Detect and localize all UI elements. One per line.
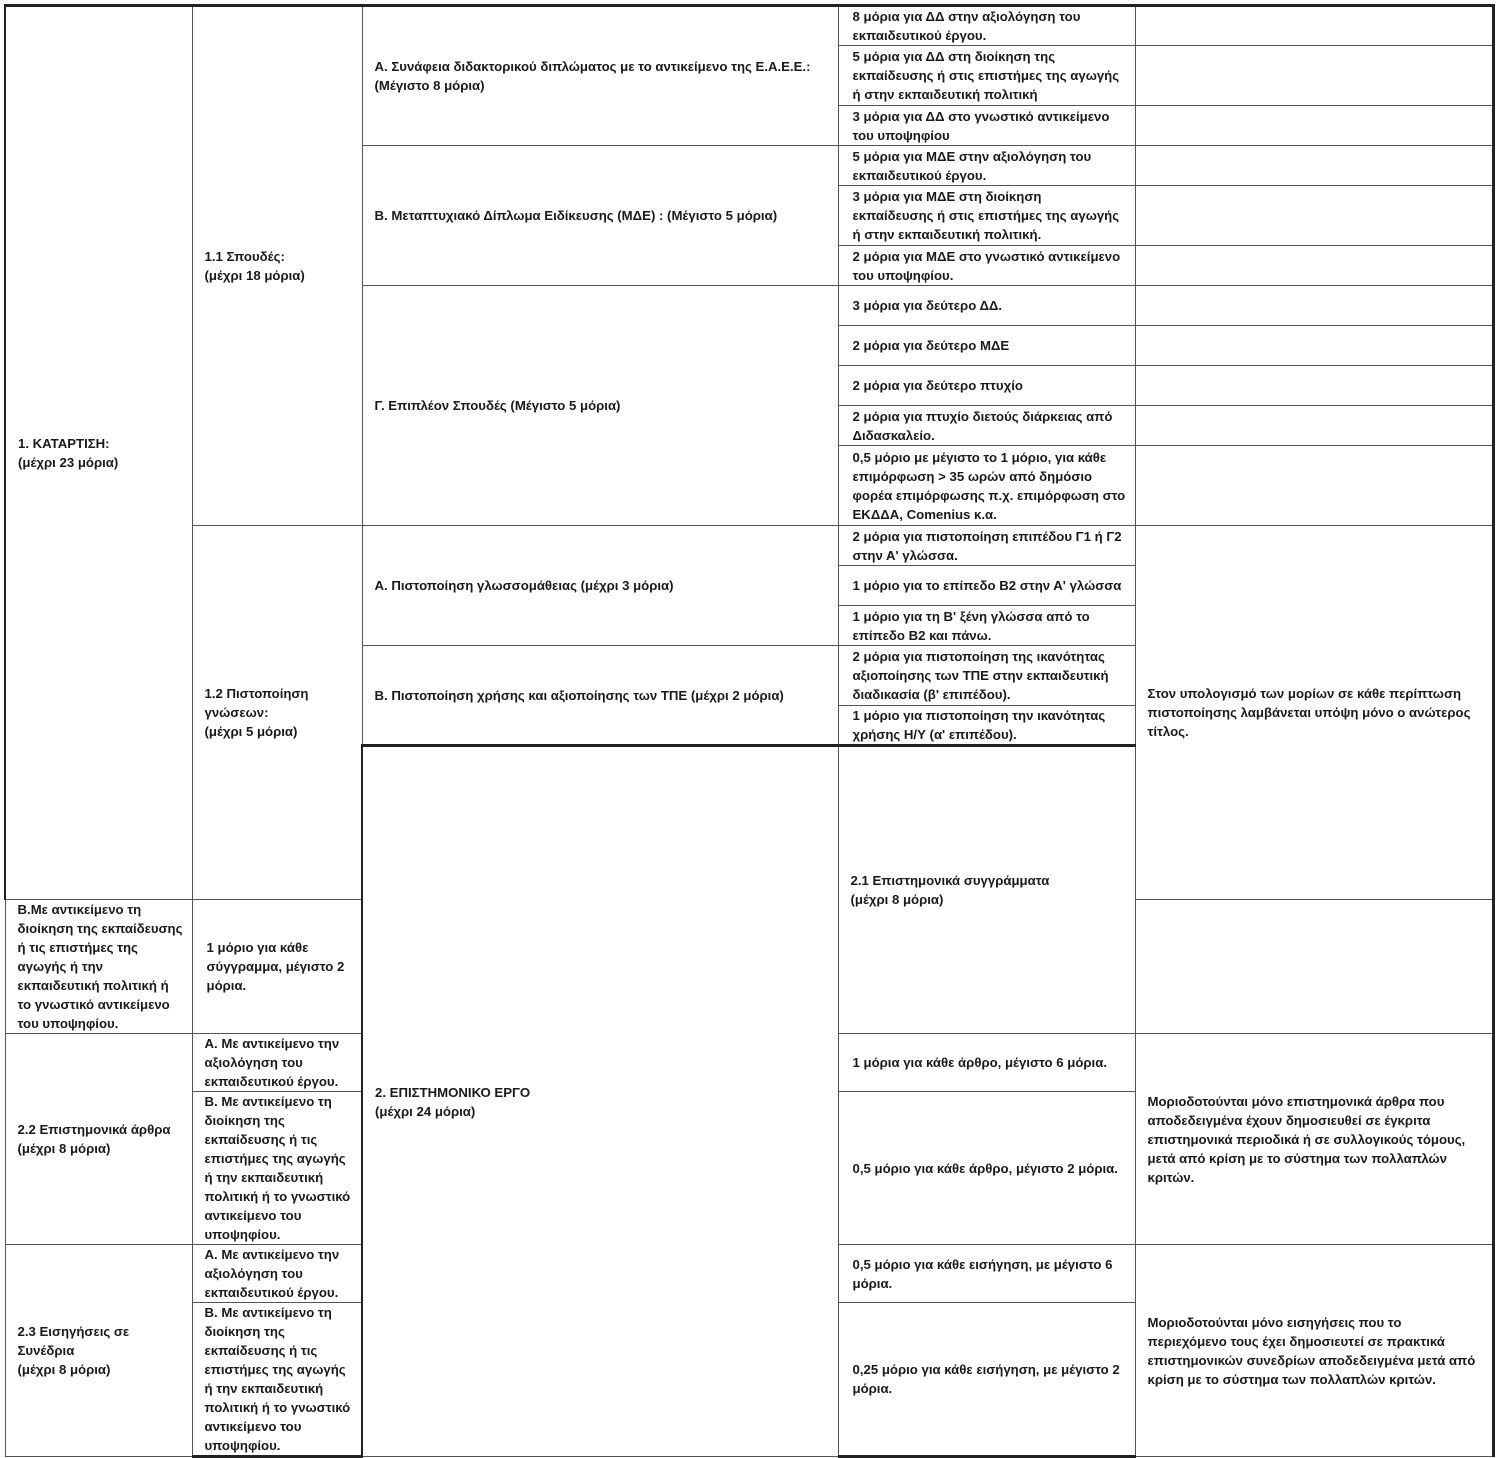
subsection-title: 2.1 Επιστημονικά συγγράμματα [850, 873, 1050, 888]
note-cell [1135, 446, 1493, 526]
note-cell [1135, 46, 1493, 106]
points-cell: 0,25 μόριο για κάθε εισήγηση, με μέγιστο 2 μόρια. [838, 1303, 1135, 1457]
points-cell: 5 μόρια για ΜΔΕ στην αξιολόγηση του εκπαιδευτικού έργου. [838, 146, 1135, 186]
criterion-label: Β. Με αντικείμενο τη διοίκηση της εκπαίδευσης ή τις επιστήμες της αγωγής ή την εκπαιδευτική πολιτική ή το γνωστικό αντικείμενο του υποψηφίου. [192, 1303, 362, 1457]
section-title: 1. ΚΑΤΑΡΤΙΣΗ: [18, 436, 110, 451]
subsection-max: (μέχρι 8 μόρια) [850, 892, 944, 907]
criterion-label: Α. Συνάφεια διδακτορικού διπλώματος με το αντικείμενο της Ε.Α.Ε.Ε.: (Μέγιστο 8 μόρια) [362, 6, 838, 146]
criterion-label: Α. Με αντικείμενο την αξιολόγηση του εκπαιδευτικού έργου. [192, 1245, 362, 1303]
note-cell [1135, 326, 1493, 366]
subsection-cell [5, 1034, 192, 1245]
criterion-label: Β.Με αντικείμενο τη διοίκηση της εκπαίδευσης ή τις επιστήμες της αγωγής ή την εκπαιδευτική πολιτική ή το γνωστικό αντικείμενο του υποψηφίου. [5, 900, 192, 1034]
note-cell [1135, 366, 1493, 406]
section-title: 2. ΕΠΙΣΤΗΜΟΝΙΚΟ ΕΡΓΟ [375, 1084, 531, 1100]
section-title-cell [5, 6, 192, 900]
points-cell: 2 μόρια για πιστοποίηση της ικανότητας αξιοποίησης των ΤΠΕ στην εκπαιδευτική διαδικασία (β' επιπέδου). [838, 646, 1135, 706]
note-cell [1135, 286, 1493, 326]
section-max: (μέχρι 23 μόρια) [18, 455, 119, 470]
points-cell: 5 μόρια για ΔΔ στη διοίκηση της εκπαίδευσης ή στις επιστήμες της αγωγής ή στην εκπαιδευτική πολιτική [838, 46, 1135, 106]
subsection-title: 1.2 Πιστοποίηση γνώσεων: [204, 686, 309, 720]
points-cell: 0,5 μόριο με μέγιστο το 1 μόριο, για κάθε επιμόρφωση > 35 ωρών από δημόσιο φορέα επιμόρφωσης π.χ. επιμόρφωση στο ΕΚΔΔΑ, Comenius κ.α. [838, 446, 1135, 526]
points-cell: 3 μόρια για δεύτερο ΔΔ. [838, 286, 1135, 326]
subsection-title: 2.2 Επιστημονικά άρθρα [17, 1122, 171, 1137]
points-cell: 2 μόρια για ΜΔΕ στο γνωστικό αντικείμενο του υποψηφίου. [838, 246, 1135, 286]
criterion-label: Β. Πιστοποίηση χρήσης και αξιοποίησης των ΤΠΕ (μέχρι 2 μόρια) [362, 646, 838, 746]
points-cell: 1 μόριο για πιστοποίηση την ικανότητας χρήσης Η/Υ (α' επιπέδου). [838, 706, 1135, 746]
points-cell: 2 μόρια για πτυχίο διετούς διάρκειας από Διδασκαλείο. [838, 406, 1135, 446]
points-cell: 1 μόριο για κάθε σύγγραμμα, μέγιστο 2 μόρια. [192, 900, 362, 1034]
points-cell: 1 μόριο για το επίπεδο Β2 στην Α' γλώσσα [838, 566, 1135, 606]
note-cell [1135, 406, 1493, 446]
subsection-max: (μέχρι 5 μόρια) [204, 724, 298, 739]
subsection-cell [5, 1245, 192, 1457]
note-cell: Στον υπολογισμό των μορίων σε κάθε περίπτωση πιστοποίησης λαμβάνεται υπόψη μόνο ο ανώτερος τίτλος. [1135, 526, 1493, 900]
criterion-label: Γ. Επιπλέον Σπουδές (Μέγιστο 5 μόρια) [362, 286, 838, 526]
subsection-cell [838, 746, 1135, 1034]
section-max: (μέχρι 24 μόρια) [375, 1103, 476, 1119]
points-cell: 1 μόρια για κάθε άρθρο, μέγιστο 6 μόρια. [838, 1034, 1135, 1092]
criterion-label: Α. Με αντικείμενο την αξιολόγηση του εκπαιδευτικού έργου. [192, 1034, 362, 1092]
subsection-max: (μέχρι 18 μόρια) [204, 268, 305, 283]
criterion-label: Α. Πιστοποίηση γλωσσομάθειας (μέχρι 3 μόρια) [362, 526, 838, 646]
subsection-title: 1.1 Σπουδές: [204, 249, 285, 264]
note-cell: Μοριοδοτούνται μόνο επιστημονικά άρθρα που αποδεδειγμένα έχουν δημοσιευθεί σε έγκριτα επιστημονικά περιοδικά ή σε συλλογικούς τόμους, μετά από κρίση με το σύστημα των πολλαπλών κριτών. [1135, 1034, 1493, 1245]
points-cell: 1 μόριο για τη Β' ξένη γλώσσα από το επίπεδο Β2 και πάνω. [838, 606, 1135, 646]
subsection-max: (μέχρι 8 μόρια) [17, 1141, 111, 1156]
points-cell: 2 μόρια για δεύτερο ΜΔΕ [838, 326, 1135, 366]
points-cell: 3 μόρια για ΜΔΕ στη διοίκηση εκπαίδευσης ή στις επιστήμες της αγωγής ή στην εκπαιδευτική πολιτική. [838, 186, 1135, 246]
criterion-label: Β. Με αντικείμενο τη διοίκηση της εκπαίδευσης ή τις επιστήμες της αγωγής ή την εκπαιδευτική πολιτική ή το γνωστικό αντικείμενο του υποψηφίου. [192, 1092, 362, 1245]
note-cell [1135, 186, 1493, 246]
note-cell [1135, 106, 1493, 146]
subsection-cell [192, 6, 362, 526]
note-cell [1135, 246, 1493, 286]
points-cell: 3 μόρια για ΔΔ στο γνωστικό αντικείμενο του υποψηφίου [838, 106, 1135, 146]
note-cell: Μοριοδοτούνται μόνο εισηγήσεις που το περιεχόμενο τους έχει δημοσιευτεί σε πρακτικά επιστημονικών συνεδρίων αποδεδειγμένα μετά από κρίση με το σύστημα των πολλαπλών κριτών. [1135, 1245, 1493, 1457]
points-cell: 2 μόρια για δεύτερο πτυχίο [838, 366, 1135, 406]
points-cell: 8 μόρια για ΔΔ στην αξιολόγηση του εκπαιδευτικού έργου. [838, 6, 1135, 46]
points-cell: 0,5 μόριο για κάθε άρθρο, μέγιστο 2 μόρια. [838, 1092, 1135, 1245]
points-cell: 0,5 μόριο για κάθε εισήγηση, με μέγιστο 6 μόρια. [838, 1245, 1135, 1303]
subsection-title: 2.3 Εισηγήσεις σε Συνέδρια [17, 1324, 130, 1358]
criteria-table [4, 4, 1495, 1458]
note-cell [1135, 6, 1493, 46]
points-cell: 2 μόρια για πιστοποίηση επιπέδου Γ1 ή Γ2 στην Α' γλώσσα. [838, 526, 1135, 566]
subsection-cell [192, 526, 362, 900]
section-title-cell [362, 746, 838, 1457]
criterion-label: Β. Μεταπτυχιακό Δίπλωμα Ειδίκευσης (ΜΔΕ) : (Μέγιστο 5 μόρια) [362, 146, 838, 286]
subsection-max: (μέχρι 8 μόρια) [17, 1362, 111, 1377]
note-cell [1135, 146, 1493, 186]
